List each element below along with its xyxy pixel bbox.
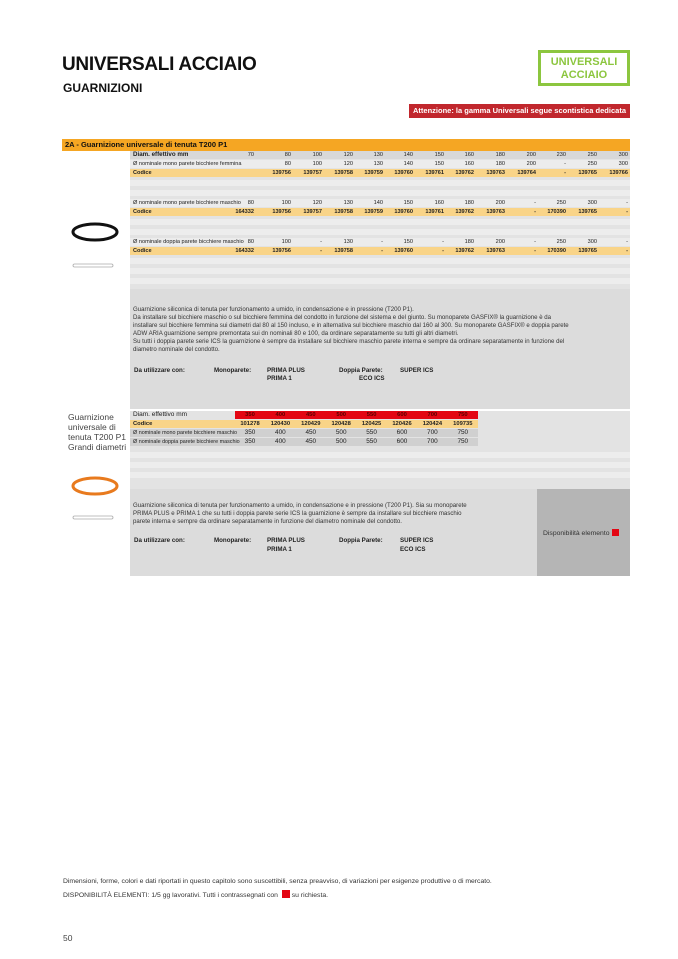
gasket-profile-image [72, 263, 114, 269]
table-cell: 139756 [272, 209, 291, 215]
g3-code-row: Codice 164332 139756 - 139758 - 139760 - 139762 139763 - 170390 139765 - [130, 247, 630, 255]
availability-marker [612, 529, 619, 536]
table-cell: 120430 [270, 421, 291, 427]
table-cell: - [442, 239, 444, 245]
table-cell: 350 [244, 429, 256, 436]
table-cell: 139760 [394, 170, 413, 176]
stripe [130, 219, 630, 225]
s2-mono-row: Ø nominale mono parete bicchiere maschio [130, 429, 478, 437]
g3-row: Ø nominale doppia parete bicchiere maschio 80 100 - 130 - 150 - 180 200 - 250 300 - [130, 238, 630, 246]
table-cell: - [320, 248, 322, 254]
table-cell: 150 [434, 152, 444, 158]
table-cell: 139757 [303, 170, 322, 176]
table-cell: 139761 [425, 209, 444, 215]
table-cell: - [534, 248, 536, 254]
s2-double-value-2: ECO ICS [400, 546, 426, 553]
table-cell: 120426 [392, 421, 412, 427]
g2-row: Ø nominale mono parete bicchiere maschio 80 100 120 130 140 150 160 180 200 - 250 300 - [130, 199, 630, 207]
table-cell: 130 [373, 161, 383, 167]
table-cell: 139762 [455, 209, 474, 215]
table-cell: 160 [464, 152, 474, 158]
table-cell: 80 [247, 239, 254, 245]
table-cell: - [320, 239, 322, 245]
s2-double-label: Doppia Parete: [339, 537, 383, 544]
table-cell: 600 [396, 438, 408, 445]
table-cell: - [534, 200, 536, 206]
section2-side-label: Guarnizione universale di tenuta T200 P1 Grandi diametri [68, 412, 127, 452]
page-title: UNIVERSALI ACCIAIO [62, 54, 257, 75]
table-cell: 139763 [486, 248, 505, 254]
footer-disclaimer: Dimensioni, forme, colori e dati riportati in questo capitolo sono suscettibili, senza preavviso, di variazioni per esigenze produttive o di mercato. [63, 878, 492, 885]
s2-diam-cells [235, 411, 478, 419]
table-cell: - [381, 239, 383, 245]
table-cell: 300 [587, 239, 597, 245]
brand-line-2: ACCIAIO [560, 69, 608, 81]
table-cell: 400 [275, 412, 286, 418]
table-cell: 160 [464, 161, 474, 167]
table-cell: 700 [427, 438, 438, 445]
table-cell: 150 [434, 161, 444, 167]
table-cell: 139759 [364, 170, 383, 176]
s2-mono-value-2: PRIMA 1 [267, 546, 292, 553]
table-cell: 139760 [394, 248, 413, 254]
stripe [130, 268, 630, 274]
page-subtitle: GUARNIZIONI [63, 81, 143, 95]
s2-double-cells [235, 438, 478, 446]
table-cell: 139763 [486, 209, 505, 215]
table-cell: - [626, 239, 628, 245]
table-cell: 750 [457, 412, 468, 418]
table-cell: 139759 [364, 209, 383, 215]
footer-marker [282, 890, 290, 898]
table-cell: 450 [305, 438, 317, 445]
table-cell: 250 [556, 239, 566, 245]
table-cell: 139758 [334, 209, 353, 215]
table-cell: 180 [464, 239, 474, 245]
table-cell: 139756 [272, 170, 291, 176]
table-cell: 100 [312, 161, 322, 167]
table-cell: 164332 [235, 248, 254, 254]
table-cell: - [534, 209, 536, 215]
s2-double-row: Ø nominale doppia parete bicchiere maschio [130, 438, 478, 446]
s2-mono-cells [235, 429, 478, 437]
table-cell: 80 [284, 161, 291, 167]
table-cell: 80 [284, 152, 291, 158]
table-cell: 600 [397, 412, 407, 418]
brand-badge [538, 50, 630, 86]
table-cell: 139764 [517, 170, 536, 176]
g1-code-row: Codice 139756 139757 139758 139759 139760 139761 139762 139763 139764 - 139765 139766 [130, 169, 630, 177]
mono-value-2: PRIMA 1 [267, 375, 292, 382]
large-gasket-ring-image [70, 474, 120, 498]
table-cell: 120 [312, 200, 322, 206]
availability-text: Disponibilità elemento [543, 529, 619, 537]
table-cell: 700 [427, 429, 438, 436]
table-cell: 230 [556, 152, 566, 158]
table-cell: - [626, 209, 628, 215]
table-cell: 180 [495, 152, 505, 158]
stripe [130, 229, 630, 235]
g2-code-row: Codice 164332 139756 139757 139758 139759 139760 139761 139762 139763 - 170390 139765 - [130, 208, 630, 216]
s2-double-value-1: SUPER ICS [400, 537, 434, 544]
table-cell: - [442, 248, 444, 254]
table-cell: 350 [244, 438, 256, 445]
table-cell: 130 [343, 239, 353, 245]
table-cell: 450 [305, 412, 316, 418]
double-value-1: ECO ICS [359, 375, 385, 382]
large-gasket-profile-image [72, 515, 114, 521]
table-cell: 600 [396, 429, 408, 436]
table-cell: 700 [427, 412, 438, 418]
table-cell: 130 [343, 200, 353, 206]
mono-value-1: PRIMA PLUS [267, 367, 305, 374]
table-cell: 750 [457, 438, 469, 445]
table-cell: 164332 [235, 209, 254, 215]
table-cell: 139763 [486, 170, 505, 176]
table-cell: - [564, 170, 566, 176]
s2-use-label: Da utilizzare con: [134, 537, 185, 544]
mono-label: Monoparete: [214, 367, 252, 374]
stripe [130, 180, 630, 186]
table-cell: 120428 [331, 421, 351, 427]
table-cell: 100 [312, 152, 322, 158]
table-cell: 100 [281, 239, 291, 245]
gasket-ring-image [70, 220, 120, 244]
use-label: Da utilizzare con: [134, 367, 185, 374]
s2-mono-label: Monoparete: [214, 537, 252, 544]
table-cell: 139757 [303, 209, 322, 215]
table-cell: 120425 [361, 421, 382, 427]
table-cell: 550 [366, 412, 377, 418]
table-cell: - [626, 200, 628, 206]
table-cell: 250 [587, 152, 597, 158]
table-cell: 150 [403, 200, 413, 206]
table-cell: 300 [618, 161, 628, 167]
table-cell: 450 [305, 429, 317, 436]
section1-description: Guarnizione siliconica di tenuta per funzionamento a umido, in condensazione e in pressione (T200 P1). Da installare sul bicchiere maschio o sul bicchiere femmina del condotto in funzione del sistema e del giunto. Su monoparete GASFIX® la guarnizione è da installare sul bicchiere femmina sui diametri dal 80 al 150 incluso, e in alternativa sul bicchiere maschio dal 160 al 300. Su monoparete GASFIX® e doppia parete ADW ARIA guarnizione sempre premontata sui dn nominali 80 e 100, da ordinare separatamente su tutti gli altri diametri. Su tutti i doppia parete serie ICS la guarnizione è sempre da installare sul bicchiere maschio parete interna e sempre da ordinare separatamente in funzione del diametro nominale del condotto. [133, 306, 569, 353]
table-cell: 139765 [578, 248, 597, 254]
page-number: 50 [63, 933, 73, 943]
table-cell: 300 [618, 152, 628, 158]
table-cell: 200 [495, 239, 505, 245]
table-cell: 550 [366, 429, 377, 436]
s2-mono-value-1: PRIMA PLUS [267, 537, 305, 544]
section2-description: Guarnizione siliconica di tenuta per funzionamento a umido, in condensazione e in pressione (T200 P1). Sia su monoparete PRIMA PLUS e PRIMA 1 che su tutti i doppia parete serie ICS la guarnizione è sempre da installare sul bicchiere maschio parete interna e sempre da ordinare separatamente in funzione del diametro nominale del condotto. [133, 502, 467, 525]
g1-row: Ø nominale mono parete bicchiere femmina 80 100 120 130 140 150 160 180 200 - 250 300 [130, 160, 630, 168]
table-cell: 180 [464, 200, 474, 206]
table-cell: - [381, 248, 383, 254]
s2-diam-row: Diam. effettivo mm [130, 411, 478, 419]
section-title-bar: 2A - Guarnizione universale di tenuta T200 P1 [62, 139, 630, 151]
table-cell: 139760 [394, 209, 413, 215]
table-cell: 160 [434, 200, 444, 206]
table-cell: 200 [495, 200, 505, 206]
extra-value: SUPER ICS [400, 367, 434, 374]
stripe [130, 278, 630, 284]
table-cell: 500 [336, 412, 347, 418]
table-cell: 120424 [422, 421, 443, 427]
table-cell: 139756 [272, 248, 291, 254]
table-cell: 120 [343, 152, 353, 158]
table-cell: 400 [275, 429, 286, 436]
table-cell: 140 [403, 152, 413, 158]
table-cell: 109735 [453, 421, 473, 427]
table-cell: 750 [457, 429, 469, 436]
table-cell: - [564, 161, 566, 167]
table-cell: 120429 [301, 421, 321, 427]
table-cell: 101278 [240, 421, 260, 427]
table-cell: 200 [526, 161, 536, 167]
table-cell: 139762 [455, 248, 474, 254]
table-cell: 140 [403, 161, 413, 167]
table-cell: 100 [281, 200, 291, 206]
table-cell: 80 [247, 200, 254, 206]
diam-row: Diam. effettivo mm 70 80 100 120 130 140 150 160 180 200 230 250 300 [130, 151, 630, 159]
table-cell: 200 [526, 152, 536, 158]
stripe [130, 452, 630, 458]
table-cell: 139762 [455, 170, 474, 176]
table-cell: 550 [366, 438, 377, 445]
table-cell: 139765 [578, 170, 597, 176]
table-cell: 139766 [609, 170, 628, 176]
table-cell: 170390 [547, 209, 566, 215]
table-cell: 150 [403, 239, 413, 245]
table-cell: 139758 [334, 248, 353, 254]
table-cell: 139758 [334, 170, 353, 176]
discount-notice: Attenzione: la gamma Universali segue scontistica dedicata [409, 104, 630, 118]
table-cell: 70 [247, 152, 254, 158]
table-cell: - [626, 248, 628, 254]
table-cell: 139765 [578, 209, 597, 215]
table-cell: 170390 [547, 248, 566, 254]
s2-code-cells [235, 420, 478, 428]
footer-availability: DISPONIBILITÀ ELEMENTI: 1/5 gg lavorativi. Tutti i contrassegnati con su richiesta. [63, 892, 328, 899]
brand-line-1: UNIVERSALI [550, 56, 618, 68]
stripe [130, 462, 630, 468]
stripe [130, 258, 630, 264]
table-cell: 139761 [425, 170, 444, 176]
table-cell: 120 [343, 161, 353, 167]
table-cell: 500 [335, 438, 347, 445]
stripe [130, 472, 630, 478]
table-cell: 500 [335, 429, 347, 436]
table-cell: 350 [245, 412, 255, 418]
double-label: Doppia Parete: [339, 367, 383, 374]
stripe [130, 190, 630, 196]
table-cell: 250 [556, 200, 566, 206]
table-cell: 300 [587, 200, 597, 206]
s2-code-row: Codice [130, 420, 478, 428]
table-cell: 180 [495, 161, 505, 167]
table-cell: 250 [587, 161, 597, 167]
table-cell: - [534, 239, 536, 245]
table-cell: 130 [373, 152, 383, 158]
table-cell: 400 [275, 438, 286, 445]
table-cell: 140 [373, 200, 383, 206]
